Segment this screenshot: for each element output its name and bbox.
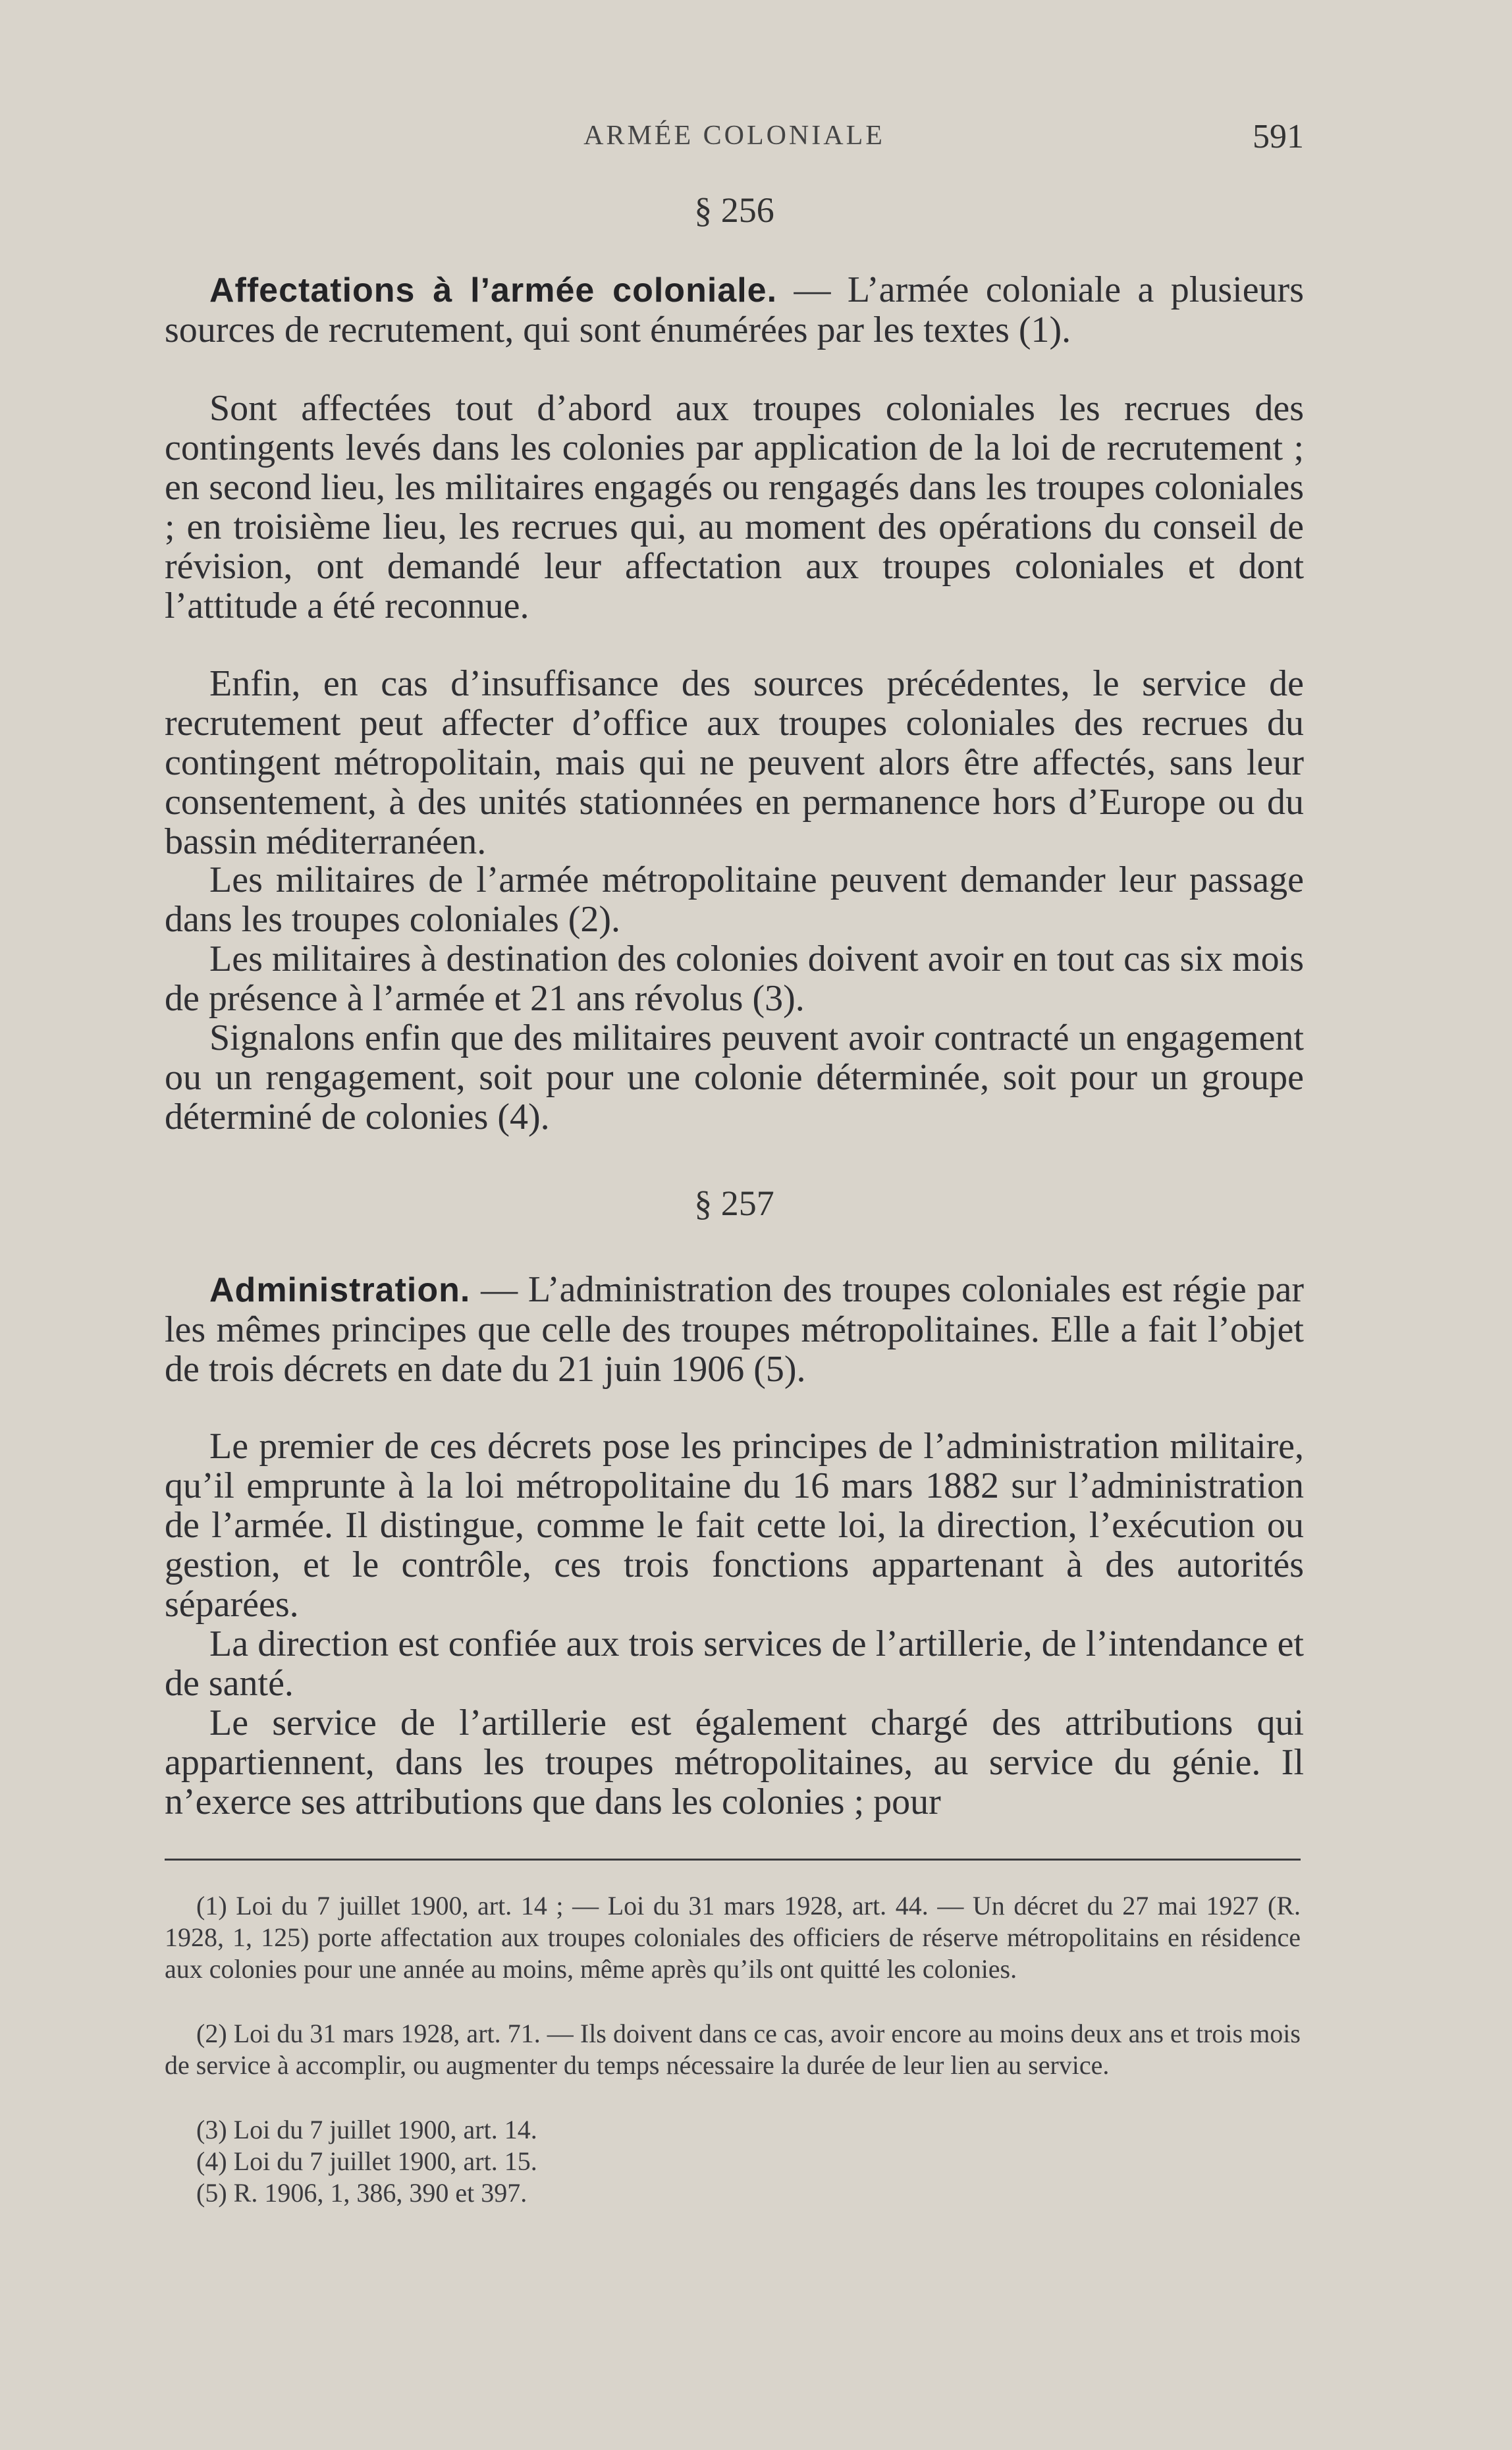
page-number: 591	[1253, 118, 1304, 155]
paragraph: Le premier de ces décrets pose les principes de l’administration militaire, qu’il emprunte à la loi métropolitaine du 16 mars 1882 sur l’administration de l’armée. Il distingue, comme le fait cette loi, la direction, l’exécution ou gestion, et le contrôle, ces trois fonctions appartenant à des autorités séparées.	[165, 1426, 1304, 1625]
footnote: (4) Loi du 7 juillet 1900, art. 15.	[196, 2146, 537, 2176]
section-mark-256: § 256	[694, 190, 774, 230]
running-head	[165, 117, 1304, 157]
footnote: (5) R. 1906, 1, 386, 390 et 397.	[196, 2178, 527, 2208]
running-title: ARMÉE COLONIALE	[583, 121, 885, 151]
paragraph: La direction est confiée aux trois services de l’artillerie, de l’intendance et de santé.	[165, 1623, 1304, 1704]
paragraph: Les militaires à destination des colonies doivent avoir en tout cas six mois de présence à l’armée et 21 ans révolus (3).	[165, 939, 1304, 1019]
section-heading: Affectations à l’armée coloniale.	[209, 271, 778, 310]
footnote: (1) Loi du 7 juillet 1900, art. 14 ; — Loi du 31 mars 1928, art. 44. — Un décret du 27 mai 1927 (R. 1928, 1, 125) porte affectation aux troupes coloniales des officiers de réserve métropolitains en résidence aux colonies pour une année au moins, même après qu’ils ont quitté les colonies.	[165, 1891, 1301, 1984]
section-heading: Administration.	[209, 1271, 471, 1309]
footnote: (2) Loi du 31 mars 1928, art. 71. — Ils doivent dans ce cas, avoir encore au moins deux ans et trois mois de service à accomplir, ou augmenter du temps nécessaire la durée de leur lien au service.	[165, 2019, 1301, 2080]
paragraph: Sont affectées tout d’abord aux troupes coloniales les recrues des contingents levés dans les colonies par application de la loi de recrutement ; en second lieu, les militaires engagés ou rengagés dans les troupes coloniales ; en troisième lieu, les recrues qui, au moment des opérations du conseil de révision, ont demandé leur affectation aux troupes coloniales et dont l’attitude a été reconnue.	[165, 388, 1304, 626]
paragraph: Les militaires de l’armée métropolitaine peuvent demander leur passage dans les troupes coloniales (2).	[165, 859, 1304, 940]
section-mark-257: § 257	[694, 1184, 774, 1223]
paragraph: Le service de l’artillerie est également chargé des attributions qui appartiennent, dans les troupes métropolitaines, au service du génie. Il n’exerce ses attributions que dans les colonies ; pour	[165, 1702, 1304, 1822]
paragraph: Enfin, en cas d’insuffisance des sources précédentes, le service de recrutement peut affecter d’office aux troupes coloniales des recrues du contingent métropolitain, mais qui ne peuvent alors être affectés, sans leur consentement, à des unités stationnées en permanence hors d’Europe ou du bassin méditerranéen.	[165, 663, 1304, 862]
paragraph	[165, 270, 1304, 350]
paragraph-text: — L’administration des troupes coloniales est régie par les mêmes principes que celle des troupes métropolitaines. Elle a fait l’objet de trois décrets en date du 21 juin 1906 (5).	[165, 1269, 1305, 1390]
paragraph: Signalons enfin que des militaires peuvent avoir contracté un engagement ou un rengagement, soit pour une colonie déterminée, soit pour un groupe déterminé de colonies (4).	[165, 1018, 1304, 1137]
paragraph	[165, 1270, 1304, 1389]
footnote: (3) Loi du 7 juillet 1900, art. 14.	[196, 2115, 537, 2144]
footnote-divider	[165, 1859, 1301, 1861]
paragraph-text: — L’armée coloniale a plusieurs sources de recrutement, qui sont énumérées par les textes (1).	[165, 269, 1304, 350]
